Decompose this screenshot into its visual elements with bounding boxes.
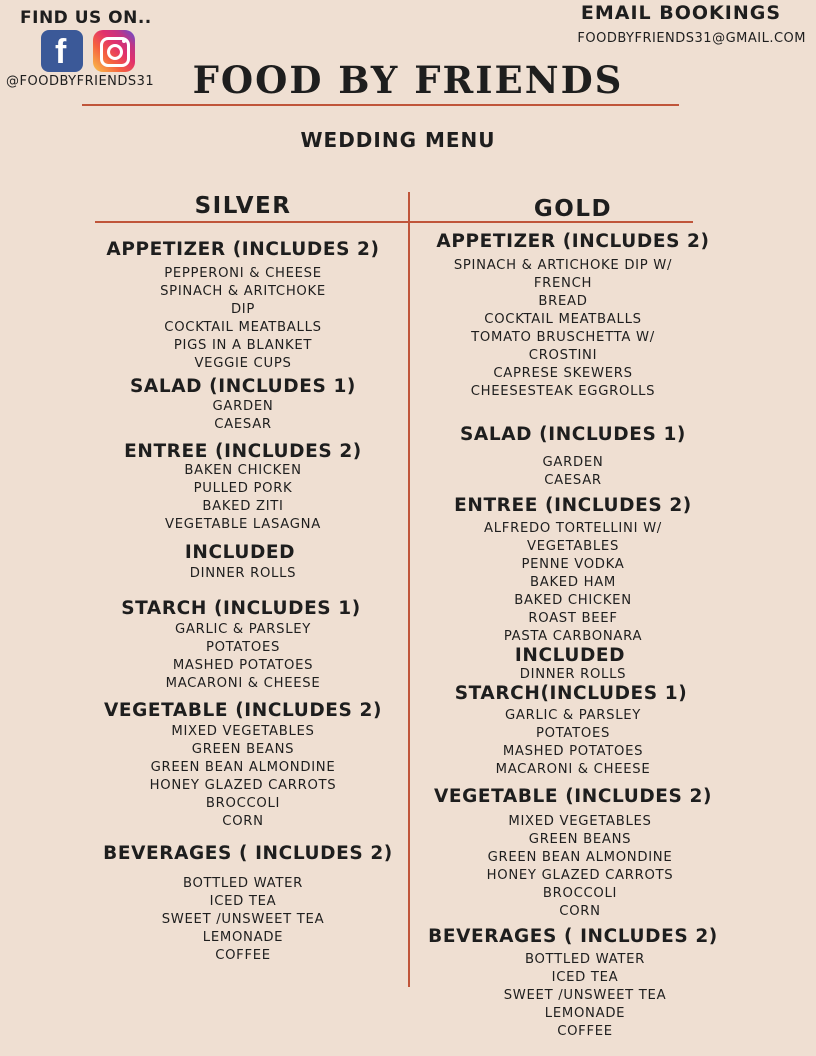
gold-heading-beverages: BEVERAGES ( INCLUDES 2) xyxy=(428,926,718,947)
menu-item: ROAST BEEF xyxy=(528,611,618,626)
email-address: FOODBYFRIENDS31@GMAIL.COM xyxy=(577,31,806,46)
menu-item: HONEY GLAZED CARROTS xyxy=(149,778,337,793)
menu-item: VEGETABLE LASAGNA xyxy=(165,517,321,532)
menu-item: DINNER ROLLS xyxy=(189,566,297,581)
menu-item: BREAD xyxy=(538,294,588,309)
menu-item: POTATOES xyxy=(205,640,281,655)
menu-item: MACARONI & CHEESE xyxy=(495,762,651,777)
menu-item: HONEY GLAZED CARROTS xyxy=(486,868,674,883)
menu-item: BOTTLED WATER xyxy=(524,952,646,967)
menu-item: CAPRESE SKEWERS xyxy=(493,366,633,381)
menu-item: GREEN BEAN ALMONDINE xyxy=(487,850,673,865)
menu-item: LEMONADE xyxy=(202,930,284,945)
menu-item: COFFEE xyxy=(215,948,271,963)
social-handle: @FOODBYFRIENDS31 xyxy=(6,74,155,89)
menu-item: GREEN BEANS xyxy=(528,832,632,847)
menu-item: CROSTINI xyxy=(528,348,598,363)
menu-item: GREEN BEAN ALMONDINE xyxy=(150,760,336,775)
gold-tier-title: GOLD xyxy=(533,196,613,222)
brand-title: FOOD BY FRIENDS xyxy=(192,58,624,102)
silver-heading-entree: ENTREE (INCLUDES 2) xyxy=(124,441,362,462)
menu-item: PASTA CARBONARA xyxy=(503,629,643,644)
menu-item: SPINACH & ARITCHOKE xyxy=(160,284,326,299)
silver-heading-beverages: BEVERAGES ( INCLUDES 2) xyxy=(103,843,393,864)
menu-item: BOTTLED WATER xyxy=(182,876,304,891)
silver-tier-title: SILVER xyxy=(194,193,292,219)
menu-item: CAESAR xyxy=(214,417,272,432)
gold-heading-vegetable: VEGETABLE (INCLUDES 2) xyxy=(433,786,713,807)
menu-item: BAKED CHICKEN xyxy=(514,593,632,608)
menu-item: GARLIC & PARSLEY xyxy=(174,622,312,637)
menu-item: SPINACH & ARTICHOKE DIP W/ xyxy=(453,258,673,273)
menu-item: MIXED VEGETABLES xyxy=(508,814,652,829)
silver-heading-starch: STARCH (INCLUDES 1) xyxy=(121,598,361,619)
menu-item: CORN xyxy=(222,814,264,829)
silver-heading-included: INCLUDED xyxy=(184,542,296,563)
menu-item: BAKEN CHICKEN xyxy=(184,463,302,478)
menu-item: GARDEN xyxy=(212,399,274,414)
menu-item: GARDEN xyxy=(542,455,604,470)
menu-item: COCKTAIL MEATBALLS xyxy=(484,312,642,327)
menu-item: CORN xyxy=(559,904,601,919)
gold-heading-entree: ENTREE (INCLUDES 2) xyxy=(454,495,692,516)
gold-heading-appetizer: APPETIZER (INCLUDES 2) xyxy=(436,231,710,252)
menu-item: SWEET /UNSWEET TEA xyxy=(503,988,667,1003)
menu-item: GARLIC & PARSLEY xyxy=(504,708,642,723)
silver-heading-vegetable: VEGETABLE (INCLUDES 2) xyxy=(103,700,383,721)
column-divider xyxy=(408,192,410,987)
menu-item: MASHED POTATOES xyxy=(502,744,644,759)
menu-item: BROCCOLI xyxy=(205,796,281,811)
menu-item: FRENCH xyxy=(533,276,593,291)
menu-item: PIGS IN A BLANKET xyxy=(173,338,313,353)
silver-heading-appetizer: APPETIZER (INCLUDES 2) xyxy=(106,239,380,260)
menu-item: BAKED HAM xyxy=(529,575,617,590)
menu-item: CHEESESTEAK EGGROLLS xyxy=(470,384,656,399)
menu-item: PULLED PORK xyxy=(193,481,293,496)
menu-item: BAKED ZITI xyxy=(202,499,284,514)
menu-item: DIP xyxy=(230,302,256,317)
menu-item: ICED TEA xyxy=(551,970,619,985)
menu-item: ALFREDO TORTELLINI W/ xyxy=(484,521,662,536)
instagram-icon[interactable] xyxy=(93,30,135,72)
menu-item: LEMONADE xyxy=(544,1006,626,1021)
menu-item: GREEN BEANS xyxy=(191,742,295,757)
menu-item: TOMATO BRUSCHETTA W/ xyxy=(471,330,655,345)
menu-item: MACARONI & CHEESE xyxy=(165,676,321,691)
find-us-label: FIND US ON.. xyxy=(20,8,152,28)
menu-item: DINNER ROLLS xyxy=(519,667,627,682)
menu-item: PENNE VODKA xyxy=(521,557,625,572)
menu-item: PEPPERONI & CHEESE xyxy=(164,266,322,281)
gold-heading-included: INCLUDED xyxy=(514,645,626,666)
gold-heading-starch: STARCH(INCLUDES 1) xyxy=(454,683,688,704)
menu-item: POTATOES xyxy=(535,726,611,741)
brand-divider xyxy=(82,104,679,106)
menu-item: BROCCOLI xyxy=(542,886,618,901)
silver-heading-salad: SALAD (INCLUDES 1) xyxy=(130,376,356,397)
menu-item: VEGGIE CUPS xyxy=(194,356,292,371)
menu-item: CAESAR xyxy=(544,473,602,488)
email-bookings-title: EMAIL BOOKINGS xyxy=(580,2,781,24)
menu-item: VEGETABLES xyxy=(526,539,620,554)
menu-item: ICED TEA xyxy=(209,894,277,909)
menu-item: MIXED VEGETABLES xyxy=(171,724,315,739)
menu-item: SWEET /UNSWEET TEA xyxy=(161,912,325,927)
menu-item: MASHED POTATOES xyxy=(172,658,314,673)
menu-title: WEDDING MENU xyxy=(300,128,496,152)
menu-item: COFFEE xyxy=(557,1024,613,1039)
gold-heading-salad: SALAD (INCLUDES 1) xyxy=(460,424,686,445)
facebook-icon[interactable]: f xyxy=(41,30,83,72)
menu-item: COCKTAIL MEATBALLS xyxy=(164,320,322,335)
